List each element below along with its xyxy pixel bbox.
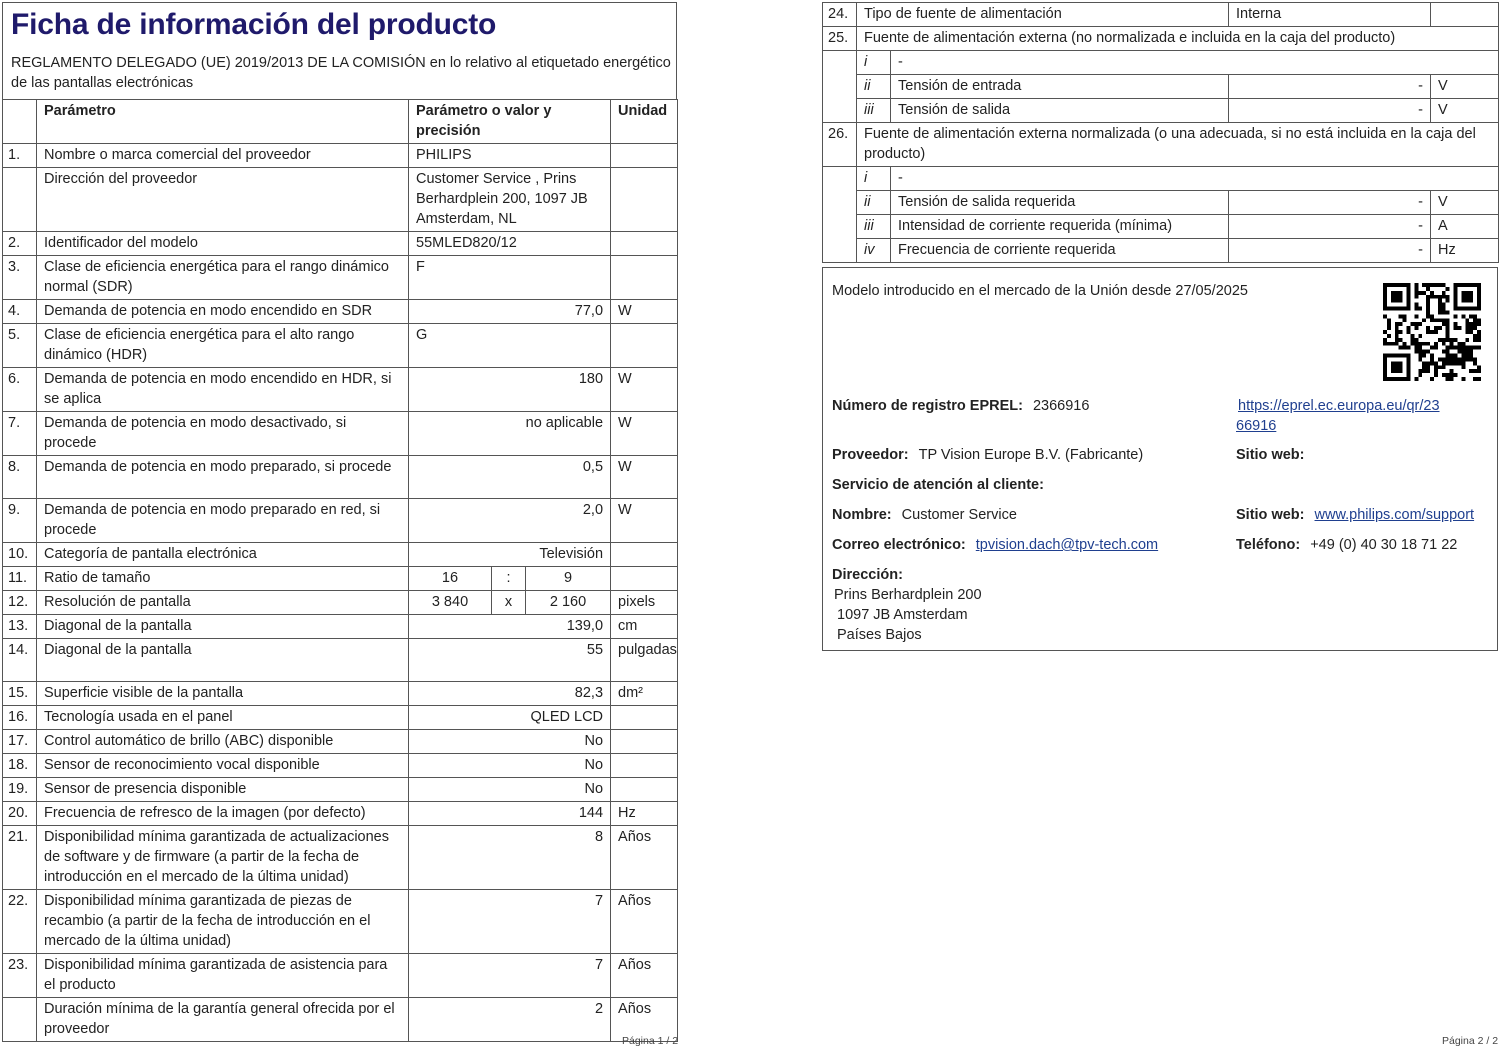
row-value: QLED LCD: [409, 706, 611, 730]
eprel-value: 2366916: [1032, 398, 1090, 414]
row-param: Fuente de alimentación externa (no normalizada e incluida en la caja del producto): [857, 27, 1499, 51]
table-row: [3, 300, 678, 324]
row-value: F: [409, 256, 611, 300]
row-num: 10.: [3, 543, 37, 567]
row-num: 5.: [3, 324, 37, 368]
table-row: [823, 215, 1499, 239]
row-num: 24.: [823, 3, 857, 27]
website2-link[interactable]: www.philips.com/support: [1314, 507, 1475, 523]
row-param: Control automático de brillo (ABC) disponible: [37, 730, 409, 754]
row-value: 77,0: [409, 300, 611, 324]
row-unit: [611, 232, 678, 256]
name-row: [832, 505, 1017, 525]
table-row: [3, 168, 678, 232]
row-value: PHILIPS: [409, 144, 611, 168]
row-num: [3, 998, 37, 1042]
table-row: [3, 826, 678, 890]
row-param: Sensor de reconocimiento vocal disponible: [37, 754, 409, 778]
row-value: -: [1229, 191, 1431, 215]
row-value: 55MLED820/12: [409, 232, 611, 256]
product-info-table: [2, 99, 678, 1042]
row-unit: pulgadas: [611, 639, 678, 682]
row-param: Categoría de pantalla electrónica: [37, 543, 409, 567]
row-text: Frecuencia de corriente requerida: [891, 239, 1229, 263]
page-1: [2, 2, 677, 1042]
row-num: 4.: [3, 300, 37, 324]
row-unit: V: [1431, 99, 1499, 123]
row-unit: [611, 754, 678, 778]
row-unit: W: [611, 300, 678, 324]
table-row: [3, 730, 678, 754]
row-value: G: [409, 324, 611, 368]
row-value: -: [1229, 239, 1431, 263]
row-sub: iii: [857, 99, 891, 123]
row-num: 14.: [3, 639, 37, 682]
row-param: Demanda de potencia en modo encendido en SDR: [37, 300, 409, 324]
row-unit: [1431, 3, 1499, 27]
regulation-text: REGLAMENTO DELEGADO (UE) 2019/2013 DE LA COMISIÓN en lo relativo al etiquetado energético de las pantallas electrónicas: [11, 55, 671, 91]
row-unit: W: [611, 412, 678, 456]
row-value: Televisión: [409, 543, 611, 567]
eprel-row: [832, 396, 1089, 416]
table-row: [823, 167, 1499, 191]
row-param: Disponibilidad mínima garantizada de piezas de recambio (a partir de la fecha de introducción en el mercado de la última unidad): [37, 890, 409, 954]
phone-value: +49 (0) 40 30 18 71 22: [1310, 537, 1458, 553]
row-sub: iv: [857, 239, 891, 263]
row-value: 180: [409, 368, 611, 412]
row-unit: [611, 256, 678, 300]
table-row: [823, 239, 1499, 263]
header-num: [3, 100, 37, 144]
eprel-link[interactable]: [1236, 396, 1440, 436]
row-unit: A: [1431, 215, 1499, 239]
row-num: 20.: [3, 802, 37, 826]
row-num: 2.: [3, 232, 37, 256]
email-row: [832, 535, 1158, 555]
row-unit: [611, 144, 678, 168]
page-number-1: Página 1 / 2: [622, 1035, 679, 1047]
eprel-label: Número de registro EPREL:: [832, 398, 1023, 414]
row-param: Identificador del modelo: [37, 232, 409, 256]
address-line-3: Países Bajos: [837, 627, 922, 643]
table-row: [3, 639, 678, 682]
row-num: 25.: [823, 27, 857, 51]
row-unit: W: [611, 499, 678, 543]
row-value: 7: [409, 890, 611, 954]
row-unit: V: [1431, 191, 1499, 215]
row-text: -: [891, 167, 1499, 191]
row-num: 21.: [3, 826, 37, 890]
service-label-text: Servicio de atención al cliente:: [832, 477, 1044, 493]
row-param: Demanda de potencia en modo encendido en HDR, si se aplica: [37, 368, 409, 412]
row-text: Tensión de salida requerida: [891, 191, 1229, 215]
table-row: [3, 144, 678, 168]
row-unit: [611, 567, 678, 591]
row-num: 11.: [3, 567, 37, 591]
table-row: [3, 324, 678, 368]
row-param: Disponibilidad mínima garantizada de actualizaciones de software y de firmware (a partir de la fecha de introducción en el mercado de la última unidad): [37, 826, 409, 890]
row-value: 8: [409, 826, 611, 890]
table-row: [3, 954, 678, 998]
row-param: Demanda de potencia en modo preparado en red, si procede: [37, 499, 409, 543]
page-title: Ficha de información del producto: [11, 8, 497, 41]
name-value: Customer Service: [901, 507, 1017, 523]
header-param: Parámetro: [37, 100, 409, 144]
table-row: [3, 615, 678, 639]
intro-text: Modelo introducido en el mercado de la Unión desde 27/05/2025: [832, 283, 1248, 299]
table-row: [3, 232, 678, 256]
row-sub: i: [857, 51, 891, 75]
row-value: 2,0: [409, 499, 611, 543]
phone-row: [1236, 535, 1457, 555]
row-param: Dirección del proveedor: [37, 168, 409, 232]
row-unit: Hz: [611, 802, 678, 826]
row-param: Diagonal de la pantalla: [37, 639, 409, 682]
row-param: Clase de eficiencia energética para el rango dinámico normal (SDR): [37, 256, 409, 300]
row-param: Clase de eficiencia energética para el alto rango dinámico (HDR): [37, 324, 409, 368]
row-unit: V: [1431, 75, 1499, 99]
row-param: Disponibilidad mínima garantizada de asistencia para el producto: [37, 954, 409, 998]
page-2: [822, 2, 1498, 263]
row-text: Tensión de salida: [891, 99, 1229, 123]
row-text: Tensión de entrada: [891, 75, 1229, 99]
row-num: 23.: [3, 954, 37, 998]
service-label: [832, 475, 1044, 495]
row-param: Superficie visible de la pantalla: [37, 682, 409, 706]
header-unit: Unidad: [611, 100, 678, 144]
table-row: [3, 778, 678, 802]
phone-label: Teléfono:: [1236, 537, 1301, 553]
qr-code-icon[interactable]: [1383, 283, 1481, 381]
row-sub: i: [857, 167, 891, 191]
row-unit: pixels: [611, 591, 678, 615]
row-num: 26.: [823, 123, 857, 167]
row-num: 17.: [3, 730, 37, 754]
table-header-row: [3, 100, 678, 144]
website2-label: Sitio web:: [1236, 507, 1305, 523]
row-num: 3.: [3, 256, 37, 300]
row-unit: [611, 730, 678, 754]
row-value: no aplicable: [409, 412, 611, 456]
row-value: No: [409, 754, 611, 778]
table-row: [3, 754, 678, 778]
row-value: 139,0: [409, 615, 611, 639]
row-unit: [611, 706, 678, 730]
email-label: Correo electrónico:: [832, 537, 966, 553]
row-unit: Hz: [1431, 239, 1499, 263]
table-row: [3, 802, 678, 826]
supplier-row: [832, 445, 1143, 465]
row-num: 1.: [3, 144, 37, 168]
row-value-sep: x: [492, 591, 526, 615]
row-unit: Años: [611, 890, 678, 954]
row-param: Duración mínima de la garantía general ofrecida por el proveedor: [37, 998, 409, 1042]
address-label: Dirección:: [832, 567, 903, 583]
row-unit: [611, 778, 678, 802]
row-text: -: [891, 51, 1499, 75]
row-unit: [611, 324, 678, 368]
row-unit: Años: [611, 954, 678, 998]
row-num: 9.: [3, 499, 37, 543]
row-num: 15.: [3, 682, 37, 706]
table-row: [3, 890, 678, 954]
row-num: [823, 167, 857, 263]
eprel-link-line-1[interactable]: https://eprel.ec.europa.eu/qr/23: [1238, 398, 1440, 414]
row-sub: ii: [857, 191, 891, 215]
row-num: 13.: [3, 615, 37, 639]
table-row: [3, 567, 678, 591]
table-row: [3, 499, 678, 543]
row-value-sep: :: [492, 567, 526, 591]
row-sub: ii: [857, 75, 891, 99]
table-row: [823, 191, 1499, 215]
email-link[interactable]: tpvision.dach@tpv-tech.com: [975, 537, 1159, 553]
table-row: [823, 123, 1499, 167]
row-param: Fuente de alimentación externa normalizada (o una adecuada, si no está incluida en la caja del producto): [857, 123, 1499, 167]
row-value: Interna: [1229, 3, 1431, 27]
row-value-b: 2 160: [526, 591, 611, 615]
row-num: 7.: [3, 412, 37, 456]
row-value-b: 9: [526, 567, 611, 591]
supplier-label: Proveedor:: [832, 447, 909, 463]
row-value: -: [1229, 215, 1431, 239]
row-param: Sensor de presencia disponible: [37, 778, 409, 802]
row-unit: [611, 168, 678, 232]
row-value: -: [1229, 99, 1431, 123]
header-box: [2, 2, 677, 99]
row-value: 82,3: [409, 682, 611, 706]
address-line-1: Prins Berhardplein 200: [834, 587, 982, 603]
table-row: [3, 368, 678, 412]
table-row: [823, 51, 1499, 75]
supplier-value: TP Vision Europe B.V. (Fabricante): [918, 447, 1144, 463]
website-label-text: Sitio web:: [1236, 447, 1305, 463]
table-row: [823, 27, 1499, 51]
table-row: [3, 412, 678, 456]
table-row: [3, 543, 678, 567]
table-row: [823, 75, 1499, 99]
row-value-a: 3 840: [409, 591, 492, 615]
row-param: Resolución de pantalla: [37, 591, 409, 615]
table-row: [3, 706, 678, 730]
row-num: 18.: [3, 754, 37, 778]
row-unit: dm²: [611, 682, 678, 706]
row-param: Frecuencia de refresco de la imagen (por defecto): [37, 802, 409, 826]
row-value-a: 16: [409, 567, 492, 591]
row-num: 22.: [3, 890, 37, 954]
eprel-link-line-2[interactable]: 66916: [1236, 418, 1277, 434]
address-block: [832, 565, 982, 645]
table-row: [3, 591, 678, 615]
header-value: Parámetro o valor y precisión: [409, 100, 611, 144]
row-value: 7: [409, 954, 611, 998]
supplier-info-box: [822, 267, 1498, 651]
row-value: No: [409, 778, 611, 802]
row-param: Ratio de tamaño: [37, 567, 409, 591]
row-value: No: [409, 730, 611, 754]
row-num: 6.: [3, 368, 37, 412]
row-value: Customer Service , Prins Berhardplein 200, 1097 JB Amsterdam, NL: [409, 168, 611, 232]
row-sub: iii: [857, 215, 891, 239]
row-unit: Años: [611, 998, 678, 1042]
row-unit: cm: [611, 615, 678, 639]
website2-row: [1236, 505, 1474, 525]
row-unit: W: [611, 368, 678, 412]
table-row: [823, 3, 1499, 27]
row-num: [823, 51, 857, 123]
row-num: 16.: [3, 706, 37, 730]
row-num: 8.: [3, 456, 37, 499]
row-value: 144: [409, 802, 611, 826]
table-row: [3, 998, 678, 1042]
row-param: Tecnología usada en el panel: [37, 706, 409, 730]
row-unit: Años: [611, 826, 678, 890]
table-row: [3, 256, 678, 300]
table-row: [3, 682, 678, 706]
row-param: Demanda de potencia en modo desactivado, si procede: [37, 412, 409, 456]
row-text: Intensidad de corriente requerida (mínima): [891, 215, 1229, 239]
row-param: Tipo de fuente de alimentación: [857, 3, 1229, 27]
row-param: Demanda de potencia en modo preparado, si procede: [37, 456, 409, 499]
row-num: 19.: [3, 778, 37, 802]
page-number-2: Página 2 / 2: [1442, 1035, 1499, 1047]
row-value: 0,5: [409, 456, 611, 499]
row-num: [3, 168, 37, 232]
row-unit: [611, 543, 678, 567]
row-unit: W: [611, 456, 678, 499]
row-param: Diagonal de la pantalla: [37, 615, 409, 639]
row-value: -: [1229, 75, 1431, 99]
power-supply-table: [822, 2, 1499, 263]
row-value: 2: [409, 998, 611, 1042]
website-label: [1236, 445, 1304, 465]
row-param: Nombre o marca comercial del proveedor: [37, 144, 409, 168]
row-num: 12.: [3, 591, 37, 615]
address-line-2: 1097 JB Amsterdam: [837, 607, 968, 623]
row-value: 55: [409, 639, 611, 682]
table-row: [3, 456, 678, 499]
table-row: [823, 99, 1499, 123]
name-label: Nombre:: [832, 507, 892, 523]
